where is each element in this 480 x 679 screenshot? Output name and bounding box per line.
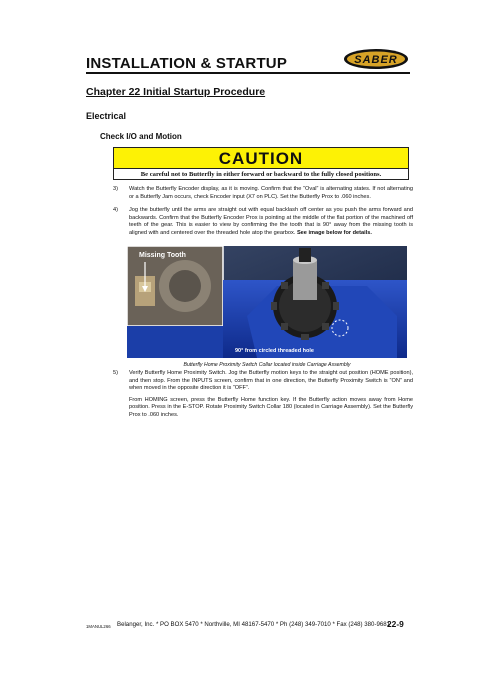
caution-box bbox=[113, 147, 409, 180]
step-text-continued: From HOMING screen, press the Butterfly Home function key. If the Butterfly action moves away from Home position. Press in the E-STOP. Rotate Proximity Switch Collar 180 (located in Carriage Assembly). Set the Butterfly Prox to .060 inches. bbox=[129, 396, 413, 418]
figure-caption: Butterfly Home Proximity Switch Collar located inside Carriage Assembly bbox=[183, 362, 351, 368]
section-title: Electrical bbox=[86, 111, 127, 121]
logo-text: SABER bbox=[354, 54, 398, 66]
header-divider bbox=[86, 72, 410, 74]
caution-text: Be careful not to Butterfly in either forward or backward to the fully closed positions. bbox=[140, 171, 382, 178]
step-bold-note: See image below for details. bbox=[296, 229, 372, 236]
step-text: Jog the butterfly until the arms are straight out with equal backlash off center as you push the arms forward and backwards. Confirm that the Butterfly Encoder Prox is pointing at the middle of the flat portion of the machined off teeth of the gear. This is easier to view by confirming the the tooth that is 90° away from the missing tooth is aligned with and centered over the threaded hole atop the gearbox. bbox=[129, 207, 413, 236]
saber-logo bbox=[343, 48, 409, 70]
page-header-title: INSTALLATION & STARTUP bbox=[86, 55, 288, 72]
label-threaded-hole: 90° from circled threaded hole bbox=[235, 348, 314, 354]
step-number: 3) bbox=[113, 186, 118, 192]
step-text: Verify Butterfly Home Proximity Switch. Jog the Butterfly motion keys to the straight out position (HOME position), and then stop. From the INPUTS screen, confirm that in one direction, the Butterfly Proximity Switch is “ON” and when moved in the opposite direction it is “OFF”. bbox=[129, 370, 413, 392]
step-number: 4) bbox=[113, 207, 118, 213]
footer-doc-id: 1MANUL266 bbox=[86, 624, 111, 629]
footer-contact: Belanger, Inc. * PO BOX 5470 * Northville, MI 48167-5470 * Ph (248) 349-7010 * Fax (248) 380-9681 bbox=[117, 621, 391, 628]
caution-title: CAUTION bbox=[114, 148, 408, 169]
page-number: 22-9 bbox=[387, 619, 404, 629]
chapter-title: Chapter 22 Initial Startup Procedure bbox=[86, 86, 266, 98]
label-missing-tooth: Missing Tooth bbox=[139, 252, 186, 259]
gearbox-photo bbox=[127, 246, 407, 358]
step-number: 5) bbox=[113, 370, 118, 376]
subsection-title: Check I/O and Motion bbox=[100, 132, 182, 141]
step-text: Watch the Butterfly Encoder display, as it is moving. Confirm that the “Oval” is alternating states. If not alternating or a Butterfly Jam occurs, check Encoder input (X7 on PLC). Set the Butterfly Prox to .060 inches. bbox=[129, 186, 413, 200]
